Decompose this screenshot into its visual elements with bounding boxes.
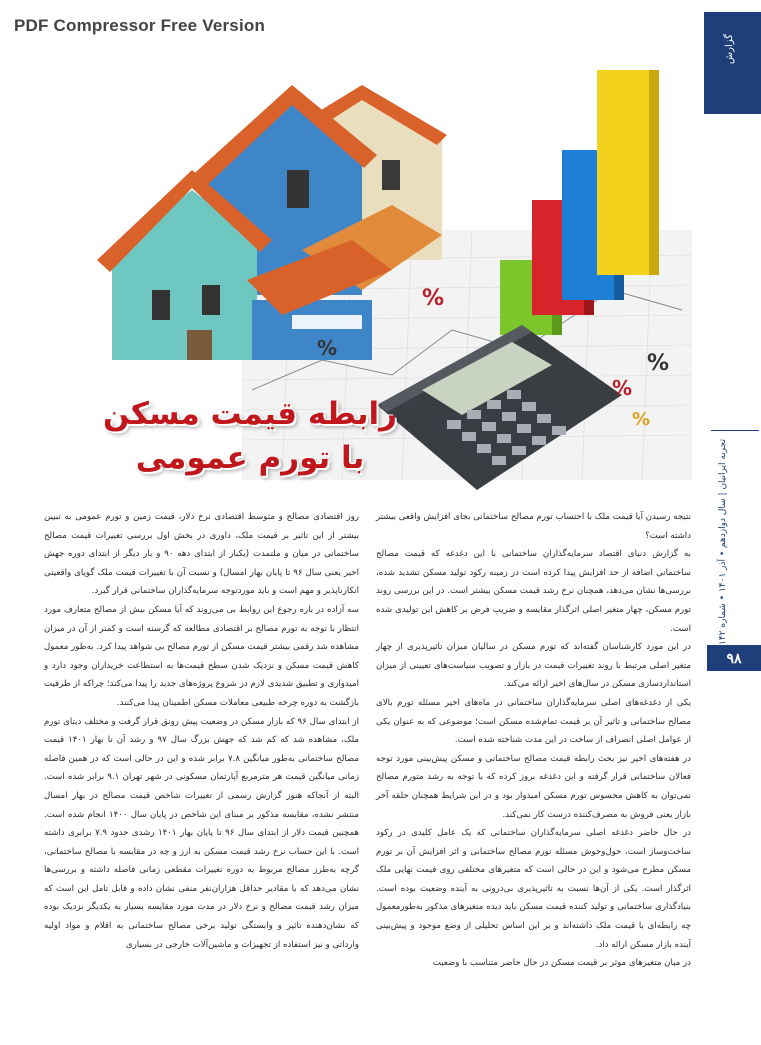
paragraph: یکی از دغدغه‌های اصلی سرمایه‌گذاران ساختمانی در ماه‌های اخیر مسئله تورم بالای مصالح ساختمانی و تاثیر آن بر قیمت تمام‌شده مسکن است؛ موضوعی که به عنوان یکی از عوامل اصلی انصراف از ساخت در این مدت شناخته شده است.: [376, 697, 691, 746]
section-tab: [704, 12, 761, 114]
paragraph: از ابتدای سال ۹۶ که بازار مسکن در وضعیت پیش رونق قرار گرفت و مختلف دیتای تورم ملک، مشاهده شد که کم شد که جهش بزرگ سال ۹۷ و رشد آن تا بهار ۱۴۰۱ قیمت مصالح ساختمانی به‌طور میانگین ۷.۸ برابر شده و این در حالی است که در همین فاصله زمانی میانگین قیمت هر مترمربع آپارتمان مسکونی در شهر تهران ۹.۱ برابر شده است. البته از آنجاکه هنوز گزارش رسمی از تغییرات شاخص قیمت مصالح در بهار امسال منتشر نشده، مقایسه مذکور بر مبنای این شاخص در پایان سال ۱۴۰۰ انجام شده است. همچنین قیمت دلار از ابتدای سال ۹۶ تا پایان بهار ۱۴۰۱ رشدی حدود ۷.۹ برابری داشته است. با این حساب نرخ رشد قیمت مسکن به ارز و چه در مقایسه با مصالح ساختمانی، گرچه به‌طرز مصالح مربوط به دوره تغییرات مقطعی زمانی فاصله داشته و بررسی‌ها نشان می‌دهد که با مقادیر حداقل هزاران‌نفر منفی نشان داده و قابل تامل این است که میزان رشد قیمت مصالح و نرخ دلار در مدت مورد مقایسه بسیار به یکدیگر نزدیک بوده که نشان‌دهنده تاثیر و وابستگی تولید برخی مصالح ساختمانی به اقلام و مواد اولیه وارداتی و نیز استفاده از تجهیزات و ماشین‌آلات خارجی در بسیاری: [44, 716, 360, 950]
page-number: ۹۸: [707, 645, 761, 671]
paragraph: در این مورد کارشناسان گفته‌اند که تورم مسکن در سالیان میزان تاثیرپذیری از چهار متغیر اصلی مرتبط با روند تغییرات قیمت در بازار و تصویب سیاست‌های تعیینی از میزان استانداردسازی مسکن در سال‌های اخیر ارائه می‌کند.: [376, 642, 691, 690]
text-column-left: [44, 508, 359, 954]
paragraph: سه آزاده در باره رجوع این روابط بی می‌روند که آیا مسکن بیش از مصالح متعارف مورد انتظار با توجه به تورم مصالح بر اقتصادی مطالعه که گرسنه است و کمتر از آن در میزان مشاهده شد رقمی بیشتر قیمت مسکن از تورم مصالح بی شواهد پیدا کرد. به‌طور معمول کاهش قیمت مسکن و نزدیک شدن سطح قیمت‌ها به استطاعت خریداران وجود دارد و امیدواری و تطبیق شدیدی لازم در شروع پروژه‌های جدید را پیدا می‌کند؛ چراکه از ظرفیت بازگشت به دوره چرخه طبیعی معاملات مسکن اطمینان پیدا می‌کنند.: [44, 604, 359, 708]
paragraph: به گزارش دنیای اقتصاد سرمایه‌گذاران ساختمانی با این دغدغه که قیمت مصالح ساختمانی اضافه از حد افزایش پیدا کرده است در زمینه رکود تولید مسکن تشدید شده، بررسی‌ها نشان می‌دهد، همچنان نرخ رشد قیمت مسکن بیشتر است. در این بررسی روند تورم مسکن، چهار متغیر اصلی اثرگذار مقایسه و ضریب فرض بر کاهش این تولیدی شده است.: [376, 549, 691, 634]
paragraph: نتیجه رسیدن آیا قیمت ملک با احتساب تورم مصالح ساختمانی بجای افزایش واقعی بیشتر داشته است؟: [376, 512, 691, 541]
paragraph: در میان متغیرهای موثر بر قیمت مسکن در حال حاضر متناسب با وضعیت: [432, 958, 691, 969]
issue-info: تجربه ایرانیان | سال دوازدهم • آذر ۱۴۰۱ • شماره ۱۴۲: [718, 439, 728, 645]
paragraph: در حال حاضر دغدغه اصلی سرمایه‌گذاران ساختمانی که یک عامل کلیدی در رکود ساخت‌وساز است، حول‌وحوش مسئله تورم مصالح ساختمانی و اثر افزایش آن بر تورم مسکن مطرح می‌شود و این در حالی است که متغیرهای مختلفی روی قیمت نهایی ملک اثرگذار است. یکی از آن‌ها نسبت به تاثیرپذیری بی‌درونی به آینده وضعیت بوده است. بنیادگذاری ساختمانی و تولید کننده قیمت مسکن باید دیده متغیرهای مذکور به‌طورمعمول چه رابطه‌ای با قیمت ملک داشته‌اند و بر این اساس تحلیلی از وضع موجود و پیش‌بینی آینده بازار مسکن ارائه داد.: [376, 828, 691, 950]
text-column-right: [376, 508, 691, 973]
percent-sign: %: [612, 376, 633, 400]
bar-yellow: [597, 70, 649, 275]
percent-sign: %: [317, 336, 338, 360]
percent-sign: %: [647, 351, 670, 376]
title-line-2: با تورم عمومی: [135, 440, 365, 476]
side-divider: [711, 430, 759, 431]
section-tab-label: گزارش: [724, 34, 735, 65]
paragraph: در هفته‌های اخیر نیز بحث رابطه قیمت مصالح ساختمانی و مسکن پیش‌بینی مورد توجه فعالان ساختمانی قرار گرفته و این دغدغه بروز کرده که با توجه به رشد متورم مصالح نمی‌توان به کاهش محسوس تورم مسکن امیدوار بود و در این شرایط همچنان حلقه آخر بازار یعنی فروش به مصرف‌کننده درست کار نمی‌کند.: [376, 753, 691, 820]
paragraph: روز اقتصادی مصالح و متوسط اقتصادی نرخ دلار، قیمت زمین و تورم عمومی به تبیین بیشتر از این تاثیر بر قیمت ملک، داوری در بخش اول بررسی تغییرات قیمت مصالح ساختمانی در میان و ملتمدت (یکبار از ابتدای دهه ۹۰ و بار دیگر از ابتدای دوره جهش اخیر یعنی سال ۹۶ تا پایان بهار امسال) و نسبت آن با تغییرات قیمت ملک گویای واقعیتی انکارناپذیر و مهم است و باید موردتوجه سرمایه‌گذاران ساختمانی قرار گیرد.: [44, 512, 359, 597]
article-title: [100, 392, 400, 480]
watermark-text: PDF Compressor Free Version: [14, 16, 266, 35]
title-line-1: رابطه قیمت مسکن: [103, 396, 397, 432]
percent-sign: %: [422, 286, 445, 311]
percent-sign: %: [632, 409, 651, 430]
